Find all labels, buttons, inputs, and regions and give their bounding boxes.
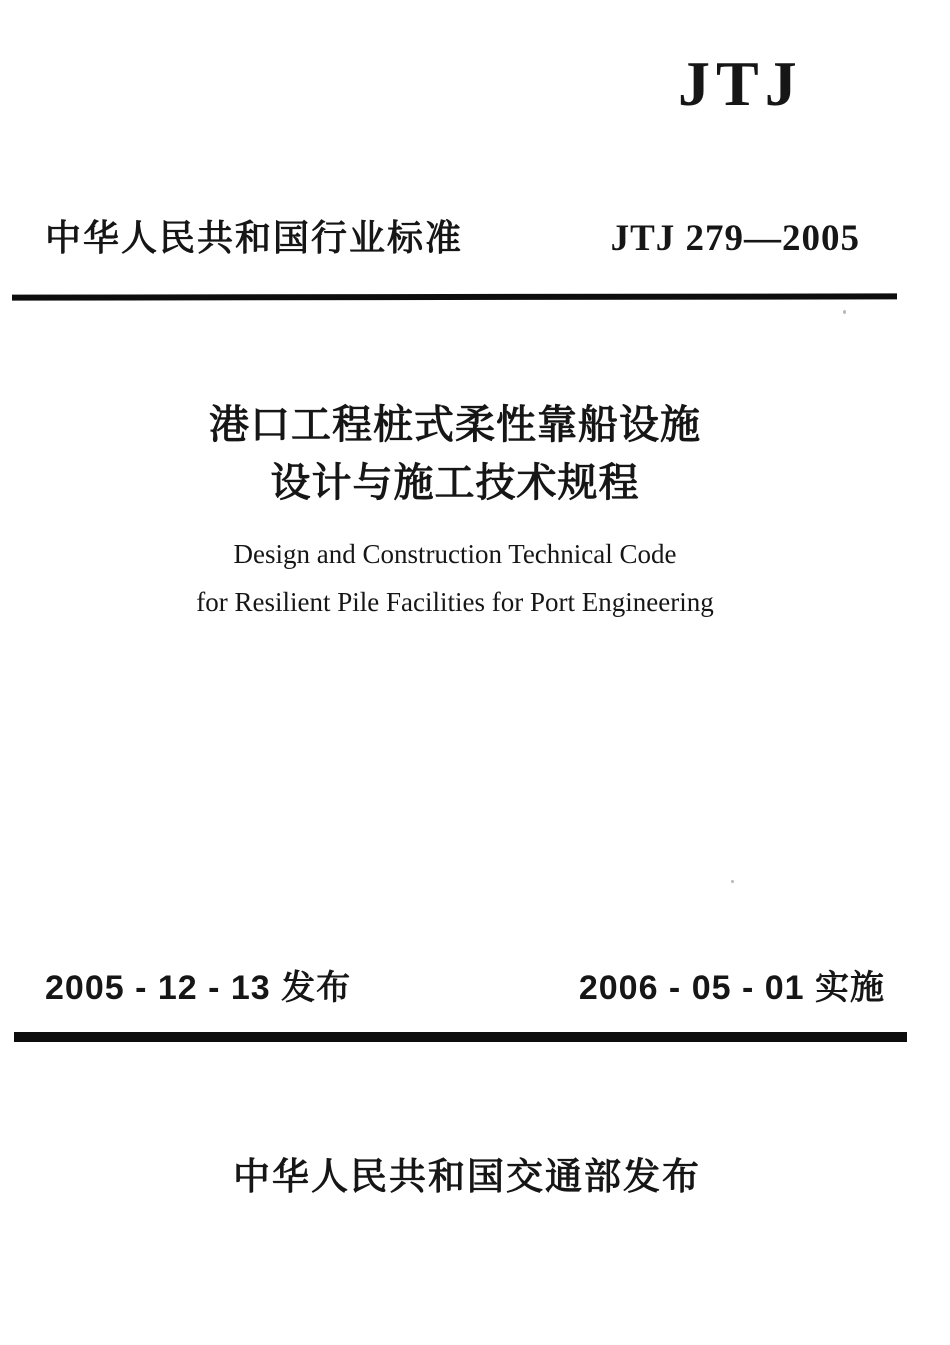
effective-date: 2006 - 05 - 01 实施: [578, 969, 885, 1007]
dates-row: [45, 960, 885, 1009]
title-chinese: [0, 396, 910, 512]
publisher-line: 中华人民共和国交通部发布: [233, 1156, 701, 1197]
standard-code-logo: JTJ: [678, 48, 803, 119]
title-english: [0, 530, 910, 626]
standard-class-label: 中华人民共和国行业标准: [45, 217, 464, 258]
divider-bottom: [14, 1032, 907, 1042]
title-english-line2: for Resilient Pile Facilities for Port Engineering: [196, 587, 714, 617]
title-english-line1: Design and Construction Technical Code: [233, 539, 677, 569]
divider-top: [12, 293, 897, 300]
issue-date: 2005 - 12 - 13 发布: [45, 969, 352, 1007]
scan-artifact: [731, 880, 734, 883]
title-chinese-line2: 设计与施工技术规程: [270, 461, 640, 505]
standard-number: JTJ 279—2005: [610, 218, 860, 259]
scan-artifact: [843, 310, 846, 314]
title-chinese-line1: 港口工程桩式柔性靠船设施: [209, 403, 701, 447]
header-row: [45, 216, 860, 261]
